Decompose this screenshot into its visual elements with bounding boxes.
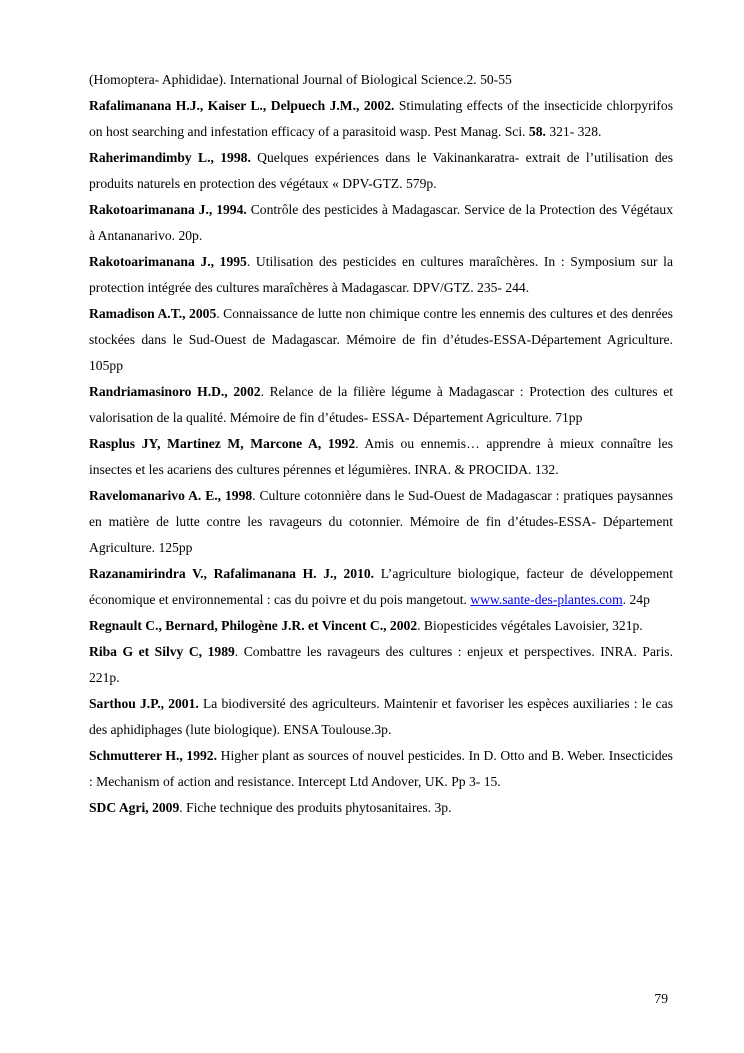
reference-author: Ravelomanarivo A. E., 1998 [89,488,253,503]
reference-entry [89,379,673,431]
reference-entry [89,561,673,613]
reference-text: Quelques expériences dans le Vakinankaratra- extrait de l’utilisation des produits naturels en protection des végétaux « DPV-GTZ. 579p. [89,150,673,191]
reference-author: Sarthou J.P., 2001. [89,696,199,711]
reference-text: . Relance de la filière légume à Madagascar : Protection des cultures et valorisation de la qualité. Mémoire de fin d’études- ESSA- Département Agriculture. 71pp [89,384,674,425]
reference-text: . Biopesticides végétales Lavoisier, 321p. [417,618,643,633]
reference-author: SDC Agri, 2009 [89,800,180,815]
reference-text: . Connaissance de lutte non chimique contre les ennemis des cultures et des denrées stockées dans le Sud-Ouest de Madagascar. Mémoire de fin d’études-ESSA-Département Agriculture. 105pp [89,306,673,373]
reference-entry [89,301,673,379]
reference-entry [89,197,673,249]
reference-text: (Homoptera- Aphididae). International Journal of Biological Science.2. 50-55 [89,72,512,87]
reference-author: Rakotoarimanana J., 1994. [89,202,247,217]
reference-entry [89,431,673,483]
reference-entry [89,483,673,561]
reference-entry [89,249,673,301]
reference-author: Regnault C., Bernard, Philogène J.R. et Vincent C., 2002 [89,618,418,633]
reference-text: Higher plant as sources of nouvel pesticides. In D. Otto and B. Weber. Insecticides : Mechanism of action and resistance. Intercept Ltd Andover, UK. Pp 3- 15. [89,748,673,789]
references-list [89,67,673,821]
reference-volume: 58. [528,124,546,139]
reference-author: Razanamirindra V., Rafalimanana H. J., 2010. [89,566,375,581]
reference-link[interactable]: www.sante-des-plantes.com [470,592,623,607]
reference-entry [89,613,673,639]
reference-author: Rakotoarimanana J., 1995 [89,254,247,269]
reference-entry [89,93,673,145]
reference-entry [89,67,673,93]
reference-text: La biodiversité des agriculteurs. Maintenir et favoriser les espèces auxiliaries : le cas des aphidiphages (lute biologique). ENSA Toulouse.3p. [89,696,674,737]
reference-author: Riba G et Silvy C, 1989 [89,644,235,659]
reference-entry [89,743,673,795]
reference-entry [89,691,673,743]
reference-author: Ramadison A.T., 2005 [89,306,217,321]
reference-author: Randriamasinoro H.D., 2002 [89,384,261,399]
reference-entry [89,795,673,821]
reference-text: Contrôle des pesticides à Madagascar. Service de la Protection des Végétaux à Antananarivo. 20p. [89,202,673,243]
reference-text: . Fiche technique des produits phytosanitaires. 3p. [179,800,452,815]
reference-author: Rasplus JY, Martinez M, Marcone A, 1992 [89,436,356,451]
reference-text: . Combattre les ravageurs des cultures : enjeux et perspectives. INRA. Paris. 221p. [89,644,673,685]
page-number: 79 [654,991,668,1006]
reference-text: . Amis ou ennemis… apprendre à mieux connaître les insectes et les acariens des cultures pérennes et légumières. INRA. & PROCIDA. 132. [89,436,674,477]
reference-text: . Culture cotonnière dans le Sud-Ouest de Madagascar : pratiques paysannes en matière de lutte contre les ravageurs du cotonnier. Mémoire de fin d’études-ESSA- Département Agriculture. 125pp [89,488,673,555]
reference-entry [89,145,673,197]
reference-text: . 24p [622,592,650,607]
reference-author: Raherimandimby L., 1998. [89,150,251,165]
reference-text: L’agriculture biologique, facteur de développement économique et environnemental : cas du poivre et du pois mangetout. [89,566,673,607]
reference-text: 321- 328. [545,124,602,139]
reference-author: Schmutterer H., 1992. [89,748,217,763]
reference-author: Rafalimanana H.J., Kaiser L., Delpuech J.M., 2002. [89,98,395,113]
reference-text: . Utilisation des pesticides en cultures maraîchères. In : Symposium sur la protection intégrée des cultures maraîchères à Madagascar. DPV/GTZ. 235- 244. [89,254,673,295]
reference-text: Stimulating effects of the insecticide chlorpyrifos on host searching and infestation efficacy of a parasitoid wasp. Pest Manag. Sci. [89,98,673,139]
reference-entry [89,639,673,691]
